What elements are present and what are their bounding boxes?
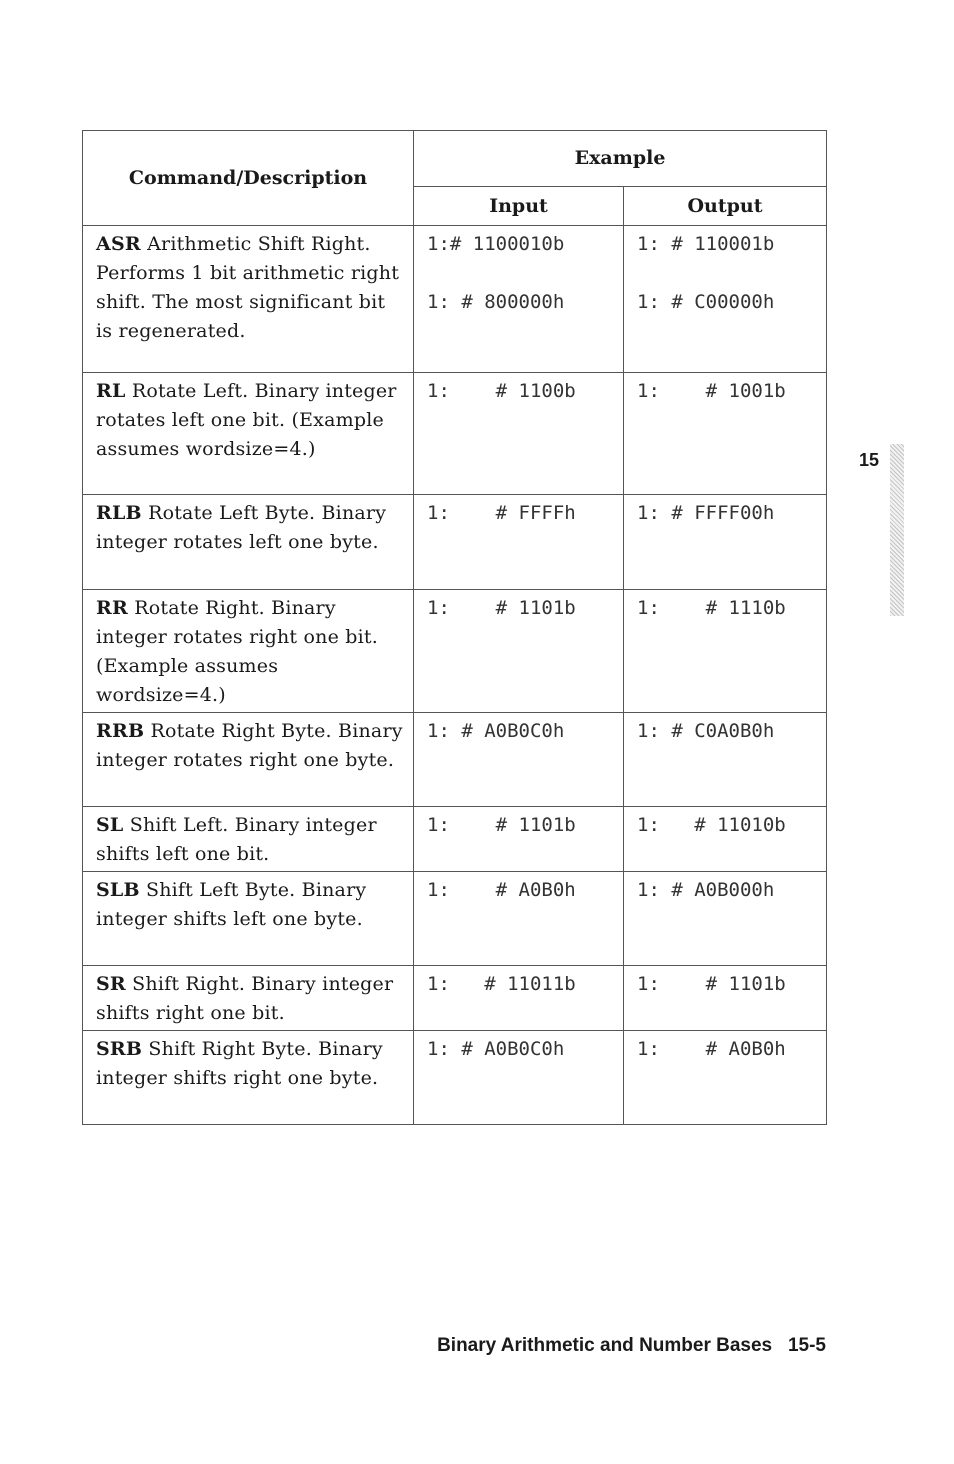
example-output-value: 1: # A0B000h <box>637 879 775 901</box>
example-output-value: 1: # 11010b <box>637 814 786 836</box>
header-output: Output <box>624 186 827 225</box>
table-row <box>83 373 827 495</box>
command-name: RR <box>96 597 128 619</box>
example-output-cell <box>624 872 827 966</box>
table-row <box>83 226 827 373</box>
example-input-value: 1: # 800000h <box>427 291 565 313</box>
example-input-cell <box>414 495 624 590</box>
command-description-cell <box>83 1031 414 1125</box>
chapter-tab-number: 15 <box>859 450 880 470</box>
command-name: ASR <box>96 233 141 255</box>
example-input-value: 1: # A0B0h <box>427 879 576 901</box>
example-output-value: 1: # 1101b <box>637 973 786 995</box>
example-output-cell <box>624 807 827 872</box>
page-footer <box>437 1335 826 1357</box>
command-name: SLB <box>96 879 140 901</box>
command-description-cell <box>83 226 414 373</box>
command-description-cell <box>83 713 414 807</box>
command-description: Shift Right. Binary integer shifts right one bit. <box>96 973 394 1024</box>
example-input-value: 1: # 11011b <box>427 973 576 995</box>
example-input-cell <box>414 807 624 872</box>
command-description: Arithmetic Shift Right. Performs 1 bit arithmetic right shift. The most significant bit is regenerated. <box>96 233 400 342</box>
header-command: Command/Description <box>83 131 414 226</box>
example-input-cell <box>414 713 624 807</box>
example-output-cell <box>624 966 827 1031</box>
example-input-value: 1: # 1100b <box>427 380 576 402</box>
command-description-cell <box>83 872 414 966</box>
command-name: SRB <box>96 1038 143 1060</box>
command-description-cell <box>83 373 414 495</box>
example-output-cell <box>624 713 827 807</box>
example-output-cell <box>624 590 827 713</box>
table-body <box>83 226 827 1125</box>
example-output-value: 1: # 1110b <box>637 597 786 619</box>
page-number: 15-5 <box>787 1335 826 1356</box>
header-example: Example <box>414 131 827 187</box>
example-output-value: 1: # 1001b <box>637 380 786 402</box>
command-name: RL <box>96 380 126 402</box>
table-row <box>83 1031 827 1125</box>
example-input-value: 1: # FFFFh <box>427 502 576 524</box>
example-input-value: 1:# 1100010b <box>427 233 565 255</box>
example-input-cell <box>414 226 624 373</box>
command-name: RRB <box>96 720 145 742</box>
example-input-cell <box>414 1031 624 1125</box>
command-description-cell <box>83 966 414 1031</box>
example-input-cell <box>414 373 624 495</box>
example-output-cell <box>624 226 827 373</box>
table-row <box>83 966 827 1031</box>
command-description-cell <box>83 807 414 872</box>
command-table <box>82 130 827 1125</box>
command-name: SR <box>96 973 126 995</box>
command-description: Rotate Left Byte. Binary integer rotates left one byte. <box>96 502 387 553</box>
command-description: Shift Left Byte. Binary integer shifts left one byte. <box>96 879 367 930</box>
example-output-value: 1: # C00000h <box>637 291 775 313</box>
command-description: Shift Left. Binary integer shifts left one bit. <box>96 814 377 865</box>
footer-title: Binary Arithmetic and Number Bases <box>437 1335 773 1356</box>
command-name: SL <box>96 814 124 836</box>
example-output-cell <box>624 1031 827 1125</box>
example-input-value: 1: # 1101b <box>427 814 576 836</box>
example-output-cell <box>624 373 827 495</box>
table-row <box>83 590 827 713</box>
example-input-cell <box>414 966 624 1031</box>
table-row <box>83 713 827 807</box>
example-output-cell <box>624 495 827 590</box>
example-input-value: 1: # 1101b <box>427 597 576 619</box>
table-row <box>83 495 827 590</box>
example-input-cell <box>414 872 624 966</box>
example-output-value: 1: # 110001b <box>637 233 775 255</box>
example-input-value: 1: # A0B0C0h <box>427 720 565 742</box>
table-row <box>83 807 827 872</box>
example-input-value: 1: # A0B0C0h <box>427 1038 565 1060</box>
table-row <box>83 872 827 966</box>
command-description: Shift Right Byte. Binary integer shifts right one byte. <box>96 1038 383 1089</box>
command-description: Rotate Left. Binary integer rotates left one bit. (Example assumes wordsize=4.) <box>96 380 397 460</box>
header-input: Input <box>414 186 624 225</box>
chapter-tab-marker <box>890 444 904 616</box>
command-description-cell <box>83 495 414 590</box>
example-output-value: 1: # A0B0h <box>637 1038 786 1060</box>
command-description: Rotate Right Byte. Binary integer rotates right one byte. <box>96 720 403 771</box>
command-description-cell <box>83 590 414 713</box>
example-input-cell <box>414 590 624 713</box>
example-output-value: 1: # FFFF00h <box>637 502 775 524</box>
example-output-value: 1: # C0A0B0h <box>637 720 775 742</box>
command-description: Rotate Right. Binary integer rotates right one bit. (Example assumes wordsize=4.) <box>96 597 378 706</box>
command-name: RLB <box>96 502 142 524</box>
